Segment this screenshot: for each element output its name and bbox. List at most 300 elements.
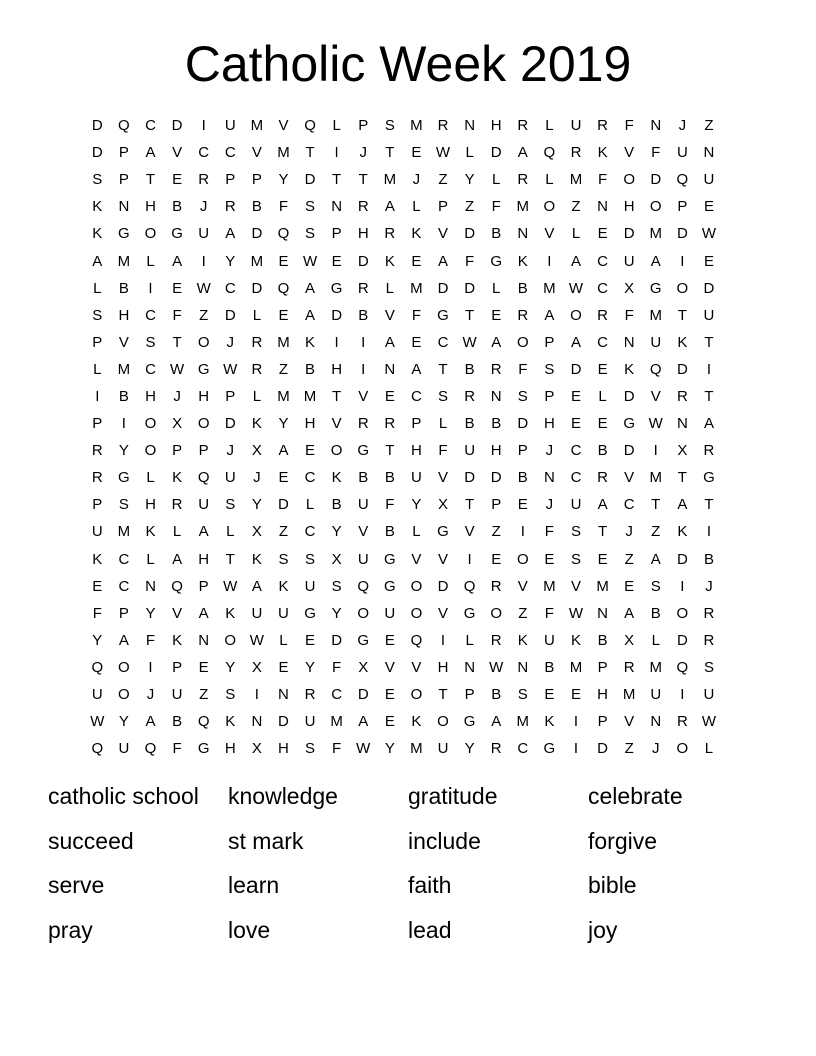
grid-letter: R (623, 658, 635, 676)
grid-letter: K (411, 713, 422, 731)
grid-letter: A (677, 496, 688, 514)
grid-letter: C (145, 306, 156, 324)
grid-letter: A (703, 415, 714, 433)
grid-letter: P (677, 198, 688, 216)
grid-letter: Q (357, 577, 370, 595)
grid-letter: B (251, 198, 262, 216)
grid-letter: B (172, 198, 183, 216)
grid-letter: C (597, 252, 608, 270)
grid-letter: E (570, 686, 581, 704)
grid-letter: A (278, 442, 289, 460)
grid-letter: V (624, 713, 635, 731)
grid-letter: F (172, 306, 182, 324)
grid-letter: U (304, 713, 316, 731)
grid-letter: O (543, 198, 556, 216)
grid-letter: M (277, 144, 290, 162)
grid-letter: H (357, 225, 369, 243)
grid-letter: S (517, 387, 528, 405)
grid-letter: I (680, 686, 685, 704)
word-list-item: succeed (48, 827, 134, 854)
grid-letter: O (144, 225, 157, 243)
grid-letter: E (331, 252, 342, 270)
grid-letter: E (703, 252, 714, 270)
grid-letter: E (570, 415, 581, 433)
grid-letter: J (253, 469, 261, 487)
grid-letter: M (410, 279, 423, 297)
grid-letter: A (145, 713, 156, 731)
grid-letter: D (357, 252, 369, 270)
grid-letter: A (491, 713, 502, 731)
grid-letter: O (357, 604, 370, 622)
grid-letter: L (172, 523, 182, 541)
grid-letter: X (438, 496, 449, 514)
grid-letter: R (198, 171, 210, 189)
grid-letter: K (384, 252, 395, 270)
grid-letter: H (118, 306, 130, 324)
grid-letter: K (92, 198, 103, 216)
grid-letter: Q (304, 117, 316, 135)
grid-letter: C (623, 496, 635, 514)
grid-letter: H (437, 658, 449, 676)
grid-letter: V (624, 144, 635, 162)
grid-letter: M (410, 740, 423, 758)
grid-letter: G (304, 604, 316, 622)
grid-letter: T (677, 469, 687, 487)
grid-letter: W (223, 360, 238, 378)
grid-letter: Z (491, 523, 501, 541)
grid-letter: L (252, 306, 262, 324)
grid-letter: D (278, 496, 289, 514)
word-list-item: catholic school (48, 783, 199, 809)
grid-letter: B (703, 550, 714, 568)
grid-letter: L (305, 496, 315, 514)
grid-letter: P (358, 117, 369, 135)
grid-letter: P (331, 225, 342, 243)
grid-letter: A (118, 631, 129, 649)
grid-letter: T (438, 686, 448, 704)
grid-letter: Q (676, 171, 689, 189)
grid-letter: M (250, 252, 264, 270)
grid-letter: B (464, 415, 475, 433)
grid-letter: R (597, 306, 608, 324)
grid-letter: K (92, 550, 103, 568)
grid-letter: T (704, 333, 714, 351)
grid-letter: Y (251, 496, 262, 514)
word-list (48, 776, 768, 954)
grid-letter: G (437, 306, 449, 324)
grid-letter: F (651, 144, 661, 162)
grid-letter: M (622, 686, 636, 704)
grid-letter: U (543, 631, 555, 649)
grid-letter: B (597, 631, 608, 649)
grid-letter: V (118, 333, 129, 351)
grid-letter: E (384, 631, 395, 649)
grid-letter: C (304, 523, 316, 541)
grid-letter: U (703, 686, 715, 704)
grid-letter: O (330, 442, 343, 460)
grid-letter: Y (118, 442, 129, 460)
grid-letter: H (597, 686, 608, 704)
grid-letter: J (146, 686, 155, 704)
grid-letter: D (437, 279, 449, 297)
grid-letter: C (597, 279, 608, 297)
grid-letter: X (624, 279, 635, 297)
grid-letter: O (490, 604, 503, 622)
grid-letter: Q (91, 658, 104, 676)
word-list-item: lead (408, 916, 452, 943)
grid-letter: L (545, 171, 554, 189)
grid-letter: E (305, 631, 316, 649)
grid-letter: R (91, 469, 103, 487)
grid-letter: U (703, 306, 715, 324)
grid-letter: J (705, 577, 713, 595)
grid-letter: M (410, 117, 423, 135)
grid-letter: F (624, 306, 634, 324)
grid-letter: D (650, 171, 662, 189)
grid-letter: U (676, 144, 688, 162)
grid-letter: K (225, 713, 236, 731)
grid-letter: A (172, 550, 183, 568)
grid-letter: U (703, 171, 715, 189)
grid-letter: G (649, 279, 662, 297)
grid-letter: R (490, 577, 502, 595)
word-list-item: learn (228, 872, 280, 898)
grid-letter: G (197, 360, 210, 378)
grid-letter: D (251, 225, 263, 243)
grid-letter: W (435, 144, 451, 162)
grid-letter: E (544, 550, 555, 568)
grid-letter: L (146, 550, 155, 568)
grid-letter: G (703, 469, 715, 487)
grid-letter: O (649, 198, 662, 216)
grid-letter: A (570, 252, 581, 270)
grid-letter: K (544, 713, 555, 731)
grid-letter: L (93, 360, 102, 378)
grid-letter: A (92, 252, 103, 270)
grid-letter: P (597, 713, 608, 731)
grid-letter: V (517, 577, 528, 595)
grid-letter: X (331, 550, 342, 568)
grid-letter: O (516, 333, 529, 351)
grid-letter: V (278, 117, 289, 135)
grid-letter: Q (197, 469, 210, 487)
grid-letter: I (467, 550, 472, 568)
grid-letter: D (623, 442, 635, 460)
grid-letter: M (649, 469, 663, 487)
grid-letter: M (117, 360, 131, 378)
grid-letter: M (117, 523, 131, 541)
grid-letter: R (517, 117, 529, 135)
grid-letter: A (650, 550, 661, 568)
grid-letter: B (597, 442, 608, 460)
grid-letter: R (703, 604, 715, 622)
grid-letter: H (198, 387, 210, 405)
grid-letter: O (410, 577, 423, 595)
grid-letter: I (201, 252, 206, 270)
grid-letter: S (145, 333, 156, 351)
grid-letter: A (411, 360, 422, 378)
grid-letter: N (623, 333, 635, 351)
word-list-item: joy (588, 916, 618, 943)
grid-letter: R (676, 387, 688, 405)
grid-letter: D (597, 740, 608, 758)
grid-letter: F (544, 523, 554, 541)
grid-letter: K (251, 550, 262, 568)
grid-letter: P (172, 442, 183, 460)
grid-letter: E (624, 577, 635, 595)
grid-letter: A (384, 198, 395, 216)
grid-letter: M (303, 387, 317, 405)
grid-letter: H (198, 550, 210, 568)
grid-letter: F (332, 740, 342, 758)
grid-letter: S (92, 171, 103, 189)
grid-letter: F (411, 306, 421, 324)
grid-letter: R (357, 415, 369, 433)
grid-letter: K (145, 523, 156, 541)
grid-letter: B (491, 225, 502, 243)
grid-letter: F (145, 631, 156, 649)
grid-letter: I (148, 658, 153, 676)
grid-letter: E (491, 306, 502, 324)
grid-letter: H (490, 442, 502, 460)
grid-letter: W (90, 713, 105, 731)
grid-letter: G (118, 469, 130, 487)
grid-letter: V (650, 387, 661, 405)
grid-letter: G (357, 631, 370, 649)
grid-letter: L (438, 415, 448, 433)
grid-letter: P (198, 442, 209, 460)
grid-letter: G (623, 415, 635, 433)
grid-letter: Q (410, 631, 423, 649)
grid-letter: B (650, 604, 661, 622)
grid-letter: P (438, 198, 449, 216)
grid-letter: V (358, 523, 369, 541)
grid-letter: L (412, 523, 421, 541)
grid-letter: O (570, 306, 582, 324)
grid-letter: J (545, 496, 554, 514)
grid-letter: A (491, 333, 502, 351)
grid-letter: G (357, 442, 370, 460)
grid-letter: Z (278, 360, 289, 378)
grid-letter: E (597, 360, 608, 378)
grid-letter: M (543, 279, 556, 297)
grid-letter: D (304, 171, 316, 189)
grid-letter: N (384, 360, 396, 378)
grid-letter: S (305, 550, 316, 568)
grid-letter: Q (543, 144, 556, 162)
grid-letter: H (278, 740, 289, 758)
grid-letter: B (384, 469, 395, 487)
grid-letter: Z (278, 523, 289, 541)
grid-letter: J (678, 117, 687, 135)
grid-letter: O (676, 279, 689, 297)
grid-letter: P (491, 496, 502, 514)
grid-letter: Q (171, 577, 183, 595)
grid-letter: E (570, 387, 581, 405)
grid-letter: I (440, 631, 446, 649)
grid-letter: D (676, 360, 688, 378)
grid-letter: L (93, 279, 102, 297)
grid-letter: X (251, 658, 262, 676)
grid-letter: U (251, 604, 263, 622)
grid-letter: C (304, 469, 316, 487)
grid-letter: L (226, 523, 235, 541)
grid-letter: W (223, 577, 238, 595)
grid-letter: S (703, 658, 714, 676)
grid-letter: T (172, 333, 182, 351)
grid-letter: S (305, 740, 316, 758)
grid-letter: U (198, 225, 210, 243)
grid-letter: Y (145, 604, 156, 622)
word-list-item: pray (48, 916, 93, 943)
grid-letter: W (568, 604, 584, 622)
grid-letter: A (305, 279, 316, 297)
grid-letter: V (411, 550, 422, 568)
grid-letter: N (145, 577, 156, 595)
grid-letter: U (198, 496, 210, 514)
grid-letter: N (703, 144, 715, 162)
grid-letter: B (358, 306, 369, 324)
grid-letter: K (597, 144, 608, 162)
grid-letter: L (465, 631, 474, 649)
grid-letter: N (597, 604, 608, 622)
grid-letter: F (438, 442, 448, 460)
grid-letter: B (305, 360, 316, 378)
grid-letter: K (624, 360, 635, 378)
grid-letter: Q (277, 225, 290, 243)
grid-letter: X (172, 415, 183, 433)
grid-letter: L (651, 631, 660, 649)
grid-letter: B (358, 469, 369, 487)
grid-letter: C (224, 144, 236, 162)
grid-letter: I (201, 117, 206, 135)
grid-letter: S (331, 577, 342, 595)
grid-letter: A (384, 333, 395, 351)
grid-letter: X (251, 740, 262, 758)
grid-letter: F (172, 740, 182, 758)
grid-letter: J (412, 171, 421, 189)
word-list-item: knowledge (228, 783, 338, 809)
grid-letter: V (464, 523, 475, 541)
grid-letter: D (676, 550, 688, 568)
grid-letter: E (278, 306, 289, 324)
grid-letter: C (597, 333, 608, 351)
grid-letter: D (251, 279, 263, 297)
grid-letter: I (520, 523, 525, 541)
grid-letter: V (172, 144, 183, 162)
grid-letter: Z (624, 550, 634, 568)
grid-letter: V (438, 604, 449, 622)
grid-letter: I (547, 252, 552, 270)
grid-letter: V (358, 387, 369, 405)
grid-letter: R (676, 713, 688, 731)
grid-letter: T (225, 550, 235, 568)
grid-letter: A (438, 252, 449, 270)
grid-letter: K (251, 415, 262, 433)
grid-letter: A (517, 144, 528, 162)
grid-letter: R (91, 442, 103, 460)
grid-letter: A (650, 252, 661, 270)
grid-letter: Q (197, 713, 210, 731)
grid-letter: Y (331, 604, 342, 622)
grid-letter: W (489, 658, 504, 676)
grid-letter: N (464, 117, 476, 135)
grid-letter: N (490, 387, 502, 405)
grid-letter: O (118, 686, 130, 704)
grid-letter: L (252, 387, 262, 405)
grid-letter: D (703, 279, 715, 297)
grid-letter: E (597, 415, 608, 433)
grid-letter: P (464, 686, 475, 704)
grid-letter: R (597, 117, 608, 135)
grid-letter: A (172, 252, 183, 270)
grid-letter: Y (118, 713, 129, 731)
grid-letter: R (357, 279, 369, 297)
grid-letter: K (331, 469, 342, 487)
grid-letter: J (359, 144, 367, 162)
grid-letter: A (198, 523, 209, 541)
grid-letter: Q (277, 279, 290, 297)
grid-letter: L (465, 144, 474, 162)
grid-letter: H (145, 387, 156, 405)
grid-letter: S (305, 225, 316, 243)
grid-letter: V (251, 144, 262, 162)
grid-letter: U (91, 523, 103, 541)
grid-letter: E (172, 171, 183, 189)
grid-letter: Y (384, 740, 395, 758)
grid-letter: M (330, 713, 343, 731)
grid-letter: E (278, 252, 289, 270)
grid-letter: A (358, 713, 369, 731)
grid-letter: W (356, 740, 371, 758)
grid-letter: D (331, 631, 343, 649)
grid-letter: J (545, 442, 554, 460)
grid-letter: C (570, 469, 582, 487)
grid-letter: E (278, 469, 289, 487)
grid-letter: E (411, 252, 422, 270)
grid-letter: L (545, 117, 554, 135)
grid-letter: R (384, 415, 396, 433)
grid-letter: O (676, 740, 689, 758)
grid-letter: U (650, 686, 662, 704)
grid-letter: H (411, 442, 422, 460)
grid-letter: I (680, 252, 685, 270)
grid-letter: L (279, 631, 288, 649)
grid-letter: O (410, 686, 423, 704)
grid-letter: B (491, 415, 502, 433)
grid-letter: E (597, 225, 608, 243)
grid-letter: V (384, 306, 395, 324)
grid-letter: E (384, 713, 395, 731)
grid-letter: G (463, 604, 476, 622)
grid-letter: H (304, 415, 316, 433)
grid-letter: D (517, 415, 529, 433)
grid-letter: G (490, 252, 503, 270)
grid-letter: W (701, 713, 717, 731)
grid-letter: B (118, 279, 129, 297)
grid-letter: O (516, 550, 529, 568)
grid-letter: Z (518, 604, 528, 622)
grid-letter: M (277, 333, 290, 351)
grid-letter: M (516, 198, 530, 216)
grid-letter: C (145, 360, 156, 378)
grid-letter: U (437, 740, 449, 758)
grid-letter: N (650, 117, 662, 135)
grid-letter: U (623, 252, 635, 270)
grid-letter: R (171, 496, 183, 514)
grid-letter: V (384, 658, 395, 676)
grid-letter: T (704, 387, 714, 405)
